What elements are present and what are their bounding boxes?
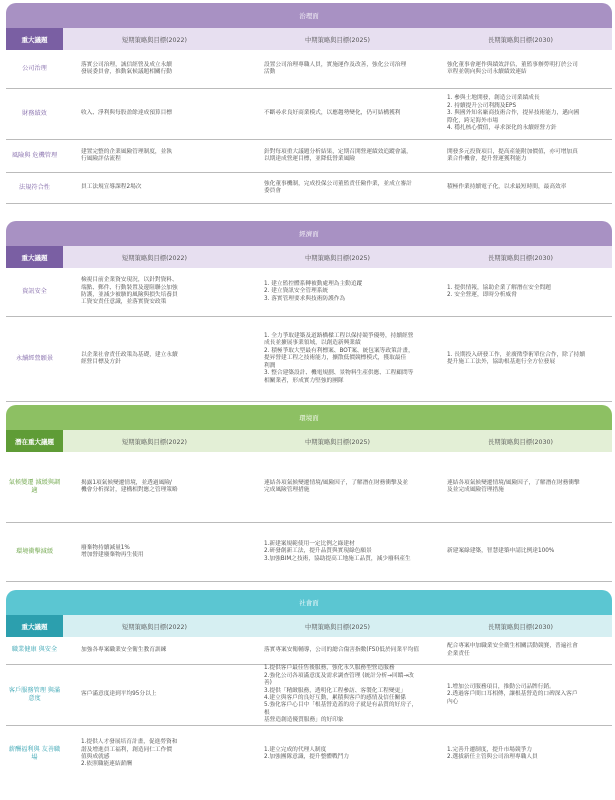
table-header (6, 430, 612, 452)
section-title: 社會面 (6, 590, 612, 615)
cell-long: 1. 參與土地開發，創造公司業績成長 2. 持續提升公司利潤及EPS 3. 與國外知名廠商技術合作，提昇技術能力，邁向國 際化，跨足海外市場 4. 穩扎核心價值，尋求深化的永續經營方針 (447, 95, 580, 132)
cell-mid: 不斷尋求良好商業模式，以應趨勢變化，仍可結構獲利 (264, 110, 401, 117)
cell-mid: 1.建立完成的代理人制度 2.加強團隊意識，提升整體戰鬥力 (264, 746, 350, 760)
header-long: 長期策略與目標(2030) (429, 246, 612, 268)
row-label: 法規符合性 (19, 183, 50, 191)
table-row (6, 140, 612, 173)
cell-short: 檢視目前企業資安現況，以針對資料、 端點、郵件、行動裝置及邊阻聯公加強 防護，並減少被駭的風險與損失培養員 工資安責任意識，並落實資安政策 (81, 277, 178, 306)
header-short: 短期策略與目標(2022) (63, 246, 246, 268)
table-row (6, 452, 612, 523)
header-short: 短期策略與目標(2022) (63, 28, 246, 50)
cell-short: 以企業社會責任政策為基礎，建立永續 經營目標及方針 (81, 351, 178, 365)
cell-mid: 落實專案安衛輔導，公司的總合傷害指數(FSI)低於同業平均值 (264, 646, 420, 653)
cell-long: 1. 提供情報，協助企業了解潛在安全問題 2. 安全營運，即時分析威脅 (447, 284, 551, 298)
section-governance (6, 3, 612, 204)
table-row (6, 523, 612, 582)
row-label: 風險與 危機管理 (11, 151, 58, 159)
cell-mid: 強化董事機制，完成投保公司董監責任險作業，並成立審計 委員會 (264, 180, 412, 194)
cell-long: 開發多元投資項目，提高產能附加價值，亦可增加真 業合作機會，提升營運獲利能力 (447, 148, 578, 162)
header-topic: 重大議題 (6, 615, 63, 637)
header-long: 長期策略與目標(2030) (429, 430, 612, 452)
row-label: 職業健康 與安全 (11, 646, 58, 654)
cell-mid: 連結各項氣候變遷情境/風險因子，了解潛在財務衝擊及並 完成風險管理措施 (264, 479, 409, 493)
cell-mid: 1.新建案規範使用一定比例之綠建材 2.研發創新工法，提升品質與實現綠色願景 3.加強BIM之技術，協助提高工地施工品質，減少廢料產生 (264, 540, 411, 562)
table-row (6, 726, 612, 782)
cell-short: 落實公司治理，誠信經營及成立永續 發展委員會，推動氣候議題相關行動 (81, 61, 172, 75)
header-mid: 中期策略與目標(2025) (246, 430, 429, 452)
header-topic: 潛在重大議題 (6, 430, 63, 452)
table-header (6, 615, 612, 637)
cell-long: 連結各項氣候變遷情境/風險因子，了解潛在財務衝擊 及並完成風險管理措施 (447, 479, 580, 493)
cell-short: 收入、淨利與每股盈餘達成預算目標 (81, 110, 172, 117)
header-long: 長期策略與目標(2030) (429, 28, 612, 50)
cell-short: 揭露1項氣候變遷情境，並透過風險/ 機會分析探討，建構相對應之管理策略 (81, 479, 178, 493)
cell-long: 積極作業持續電子化，以求最短時間，最高效率 (447, 184, 567, 191)
cell-short: 客戶滿意度達到平均95分以上 (81, 691, 157, 698)
header-mid: 中期策略與目標(2025) (246, 246, 429, 268)
row-label: 氣候變遷 減緩與調適 (8, 478, 61, 494)
section-title: 治理面 (6, 3, 612, 28)
header-short: 短期策略與目標(2022) (63, 430, 246, 452)
cell-long: 1.完善升遷制度，提升市場競爭力 2.選拔新任主管與公司治理專職人員 (447, 746, 538, 760)
table-row (6, 317, 612, 402)
header-mid: 中期策略與目標(2025) (246, 28, 429, 50)
table-row (6, 173, 612, 204)
header-long: 長期策略與目標(2030) (429, 615, 612, 637)
header-topic: 重大議題 (6, 28, 63, 50)
row-label: 薪酬福利與 友善職場 (8, 745, 61, 761)
table-row (6, 50, 612, 89)
row-label: 永續經營願景 (15, 354, 54, 362)
section-economic (6, 221, 612, 402)
section-environmental (6, 405, 612, 582)
cell-mid: 針對每項重大議題分析結果，定期召開營運績效追蹤會議， 以期達成營運目標，並降低營業風險 (264, 148, 412, 162)
cell-short: 廢棄物持續減量1% 增加營建廢棄物再生使用 (81, 544, 144, 558)
cell-mid: 1. 建立監控體系轉被動處理為主動追蹤 2. 建立資訊安全管理系統 3. 落實管理要求與技術防護作為 (264, 280, 363, 302)
cell-long: 強化董事會運作與績效評估，董監事辦勞明打於公司 章程並朝向與公司永續績效連結 (447, 61, 578, 75)
section-title: 經濟面 (6, 221, 612, 246)
row-label: 環境衝擊減緩 (15, 547, 54, 555)
cell-short: 加強各專案職業安全衛生教育訓練 (81, 646, 167, 653)
cell-short: 員工法規宣導課程2場次 (81, 184, 142, 191)
table-row (6, 268, 612, 317)
row-label: 資訊安全 (22, 287, 47, 295)
row-label: 財務績效 (22, 109, 47, 117)
section-social (6, 590, 612, 782)
table-row (6, 637, 612, 665)
header-mid: 中期策略與目標(2025) (246, 615, 429, 637)
row-label: 客戶服務管理 與滿意度 (8, 686, 61, 702)
table-row (6, 89, 612, 140)
table-header (6, 28, 612, 50)
row-label: 公司治理 (22, 64, 47, 72)
cell-long: 配合專案申加職業安全衛生相關活動競賽，普遍社會 企業責任 (447, 643, 578, 657)
cell-long: 新建案綠建築，智慧建築申請比例達100% (447, 548, 555, 555)
table-header (6, 246, 612, 268)
cell-mid: 1.提供客戶最佳售後服務，強化永久服務型營造服務 2.強化公司各項滿意度及需求調查管理 (統計分析→回饋→改善) 3.提供「精緻服務，透明化工程參訪、客製化工程變更」 4.建立與客戶的良好互動，累積與客戶的感情及信任關係 5.強化客戶心目中「根基營造蓋的房子就是有品質的好房子，根 基營造創造優質服務」的好印象 (264, 665, 418, 724)
header-topic: 重大議題 (6, 246, 63, 268)
cell-long: 1.增加公司服務項目，推動公司品牌行銷。 2.透過客戶間口耳相傳，讓根基營造的口碑深入客戶 內心 (447, 683, 578, 705)
cell-mid: 1. 全力爭取建築及道路橋樑工程以保持競爭優勢，持續經營 成長並擴展事業領域，以創造新興業績 2. 積極爭取大型最有利標案、BOT案、統包案等政策計畫， 提昇營建工程之技術能力，擴散低價競標模式，獲取最佳 利潤 3. 整合建築設計、機電規劃、景物料生產供應、工程顧問等 相關業者，形成實力堅強的團隊 (264, 333, 414, 384)
cell-mid: 設置公司治理專職人員，實施運作及改善，強化公司治理 活動 (264, 61, 407, 75)
cell-short: 建置完整的企業風險管理制度，並執 行風險評估流程 (81, 148, 172, 162)
table-row (6, 665, 612, 726)
header-short: 短期策略與目標(2022) (63, 615, 246, 637)
section-title: 環境面 (6, 405, 612, 430)
cell-short: 1.提供人才發展培育計畫，促進勞資和 諧及增進員工福利，創造同仁工作價 值與成就感 2.依照職能連結薪酬 (81, 739, 178, 768)
cell-long: 1. 長期投入研發工作，並廣徵學術單位合作，除了持續 提升施工工法外，協助根基進行全方位發展 (447, 351, 586, 365)
